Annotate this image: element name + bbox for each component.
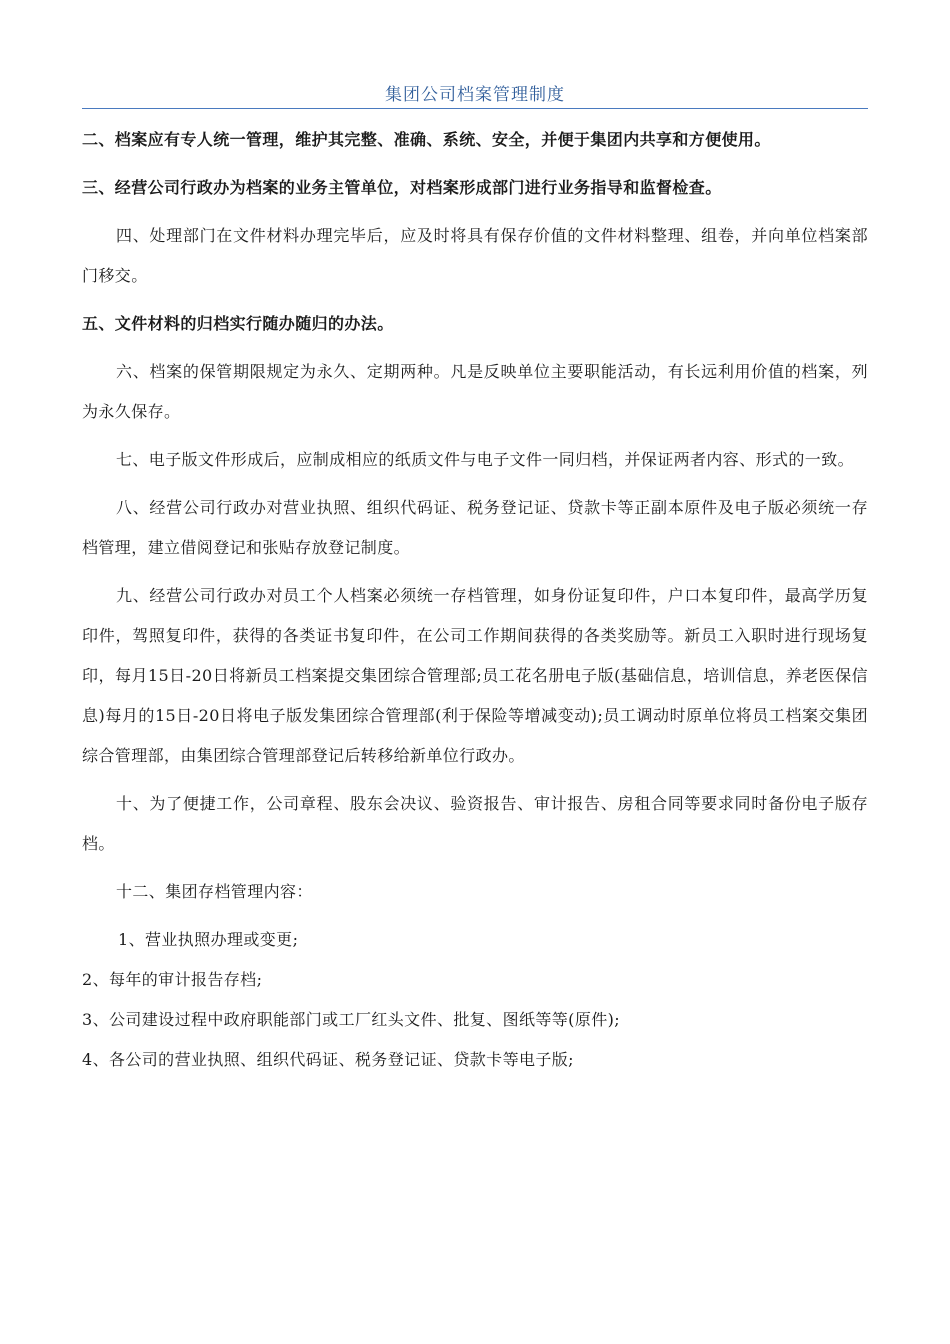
paragraph-5: 五、文件材料的归档实行随办随归的办法。: [82, 314, 394, 333]
paragraph-8: 八、经营公司行政办对营业执照、组织代码证、税务登记证、贷款卡等正副本原件及电子版必须统一存档管理，建立借阅登记和张贴存放登记制度。: [82, 498, 868, 557]
paragraph-2: 二、档案应有专人统一管理，维护其完整、准确、系统、安全，并便于集团内共享和方便使用。: [82, 130, 771, 149]
paragraph-3: 三、经营公司行政办为档案的业务主管单位，对档案形成部门进行业务指导和监督检查。: [82, 178, 722, 197]
list-item-4: 4、各公司的营业执照、组织代码证、税务登记证、贷款卡等电子版;: [82, 1050, 574, 1069]
paragraph-10: 十、为了便捷工作，公司章程、股东会决议、验资报告、审计报告、房租合同等要求同时备份电子版存档。: [82, 794, 868, 853]
paragraph-9: 九、经营公司行政办对员工个人档案必须统一存档管理，如身份证复印件，户口本复印件，最高学历复印件，驾照复印件，获得的各类证书复印件，在公司工作期间获得的各类奖励等。新员工入职时进行现场复印，每月15日-20日将新员工档案提交集团综合管理部;员工花名册电子版(基础信息，培训信息，养老医保信息)每月的15日-20日将电子版发集团综合管理部(利于保险等增减变动);员工调动时原单位将员工档案交集团综合管理部，由集团综合管理部登记后转移给新单位行政办。: [82, 586, 868, 765]
list-item-2: 2、每年的审计报告存档;: [82, 970, 263, 989]
list-item-3: 3、公司建设过程中政府职能部门或工厂红头文件、批复、图纸等等(原件);: [82, 1010, 621, 1029]
paragraph-7: 七、电子版文件形成后，应制成相应的纸质文件与电子文件一同归档，并保证两者内容、形式的一致。: [116, 450, 855, 469]
paragraph-12: 十二、集团存档管理内容：: [116, 882, 313, 901]
page-header-title: 集团公司档案管理制度: [385, 85, 565, 105]
document-body: [82, 120, 868, 1080]
header-divider: [82, 108, 868, 109]
list-item-1: 1、营业执照办理或变更;: [118, 930, 299, 949]
paragraph-4: 四、处理部门在文件材料办理完毕后，应及时将具有保存价值的文件材料整理、组卷，并向单位档案部门移交。: [82, 226, 868, 285]
paragraph-6: 六、档案的保管期限规定为永久、定期两种。凡是反映单位主要职能活动，有长远利用价值的档案，列为永久保存。: [82, 362, 868, 421]
